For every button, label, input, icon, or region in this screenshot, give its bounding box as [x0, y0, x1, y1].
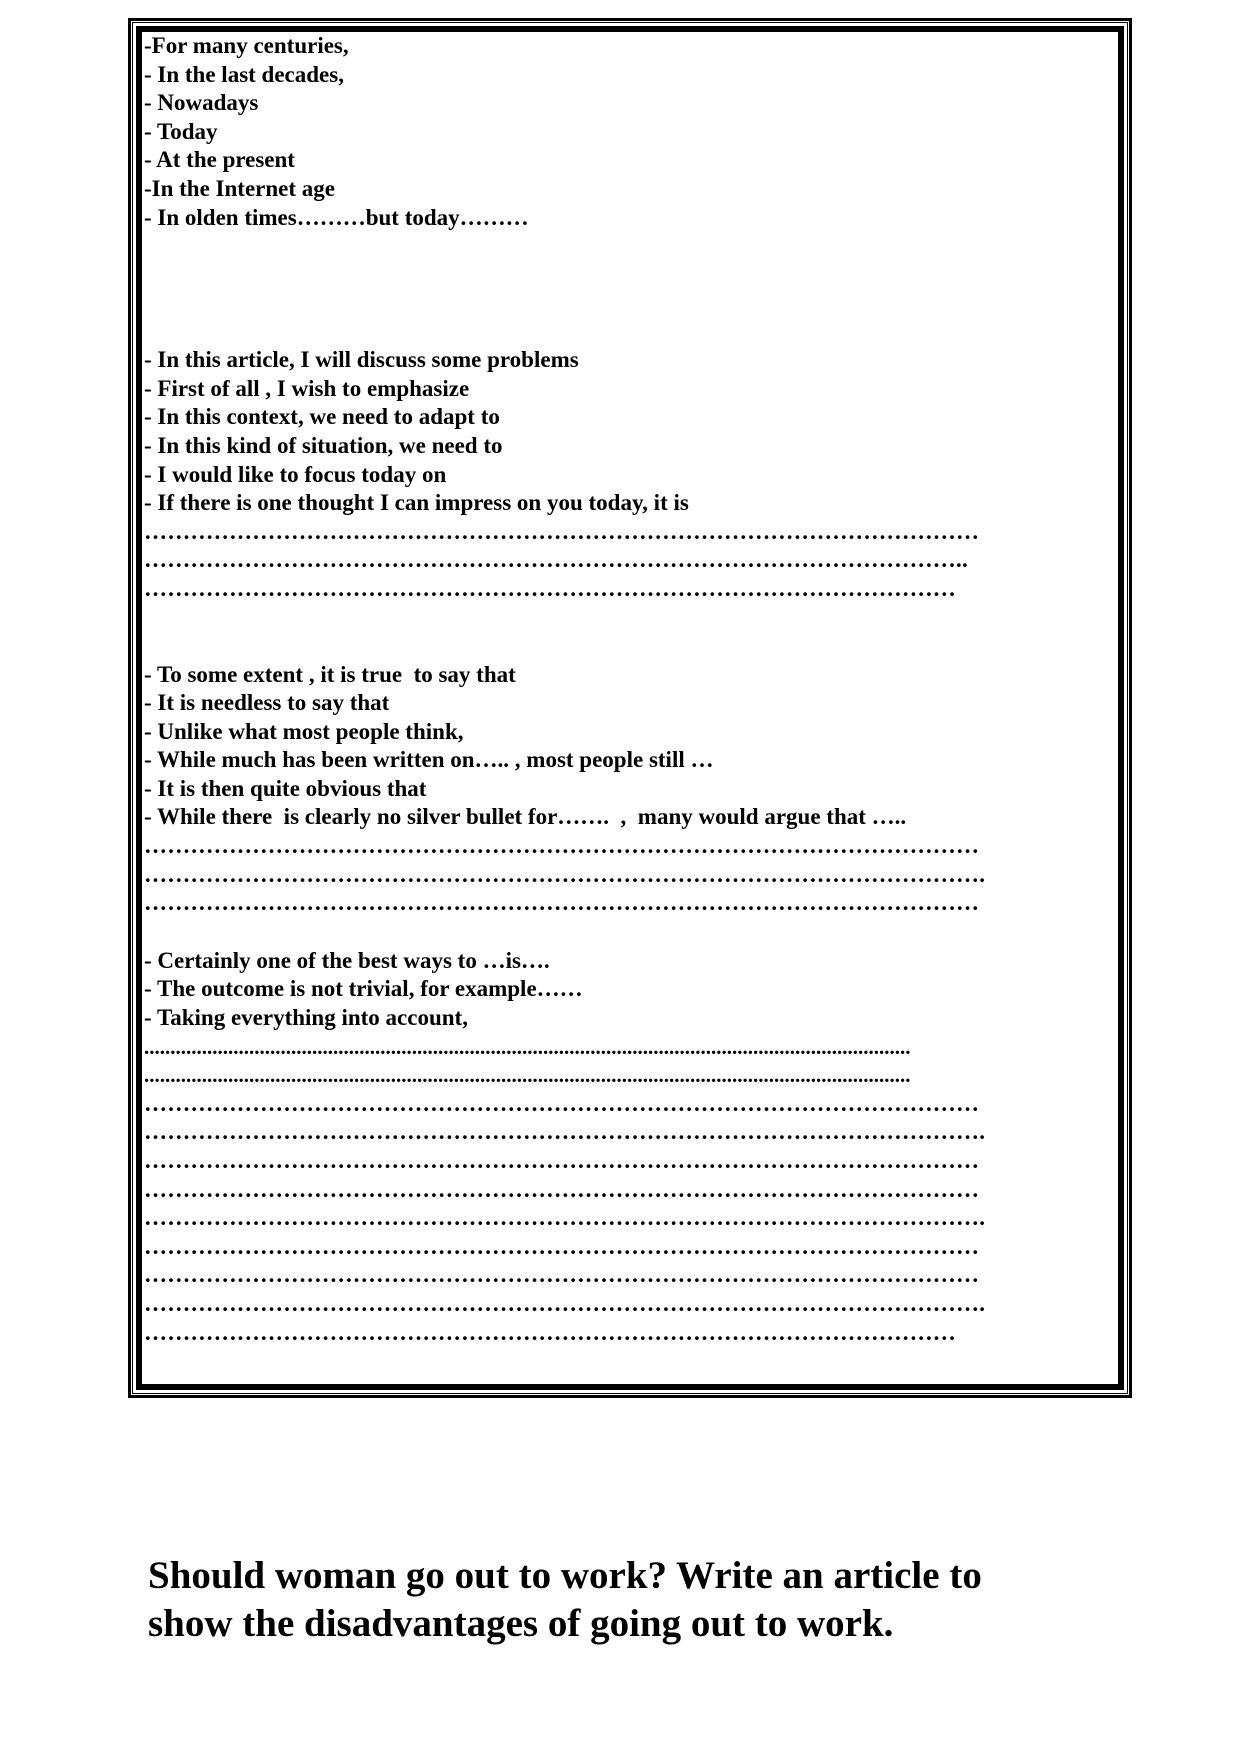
phrase-line: - Taking everything into account, — [144, 1005, 468, 1031]
phrase-line: - At the present — [144, 147, 295, 173]
section-introduction-phrases — [144, 346, 1084, 603]
writing-line[interactable]: ………………………………………………………………………………………………. — [144, 1205, 986, 1231]
phrase-line: - In olden times………but today……… — [144, 204, 529, 230]
phrase-line: - It is needless to say that — [144, 690, 390, 716]
prompt-line: Should woman go out to work? Write an article to — [148, 1554, 982, 1597]
spacer — [144, 918, 1084, 947]
prompt-line: show the disadvantages of going out to work. — [148, 1602, 894, 1645]
phrase-line: - Unlike what most people think, — [144, 718, 464, 744]
phrase-line: - In this context, we need to adapt to — [144, 404, 500, 430]
phrase-line: - I would like to focus today on — [144, 461, 447, 487]
writing-line[interactable]: ……………………………………………………………………………………………… — [144, 890, 980, 916]
phrase-line: - If there is one thought I can impress on you today, it is — [144, 490, 689, 516]
writing-prompt — [148, 1552, 1128, 1648]
section-body-phrases — [144, 661, 1084, 918]
writing-line[interactable]: ……………………………………………………………………………………………… — [144, 1233, 980, 1259]
writing-line[interactable]: .................................................................................................................................................. — [144, 1063, 911, 1088]
writing-line[interactable]: ……………………………………………………………………………………………… — [144, 1262, 980, 1288]
phrase-line: - The outcome is not trivial, for example…… — [144, 976, 583, 1002]
writing-line[interactable]: ……………………………………………………………………………………………… — [144, 518, 980, 544]
phrase-line: - In this kind of situation, we need to — [144, 432, 503, 458]
writing-line[interactable]: ………………………………………………………………………………………………. — [144, 1119, 986, 1145]
phrase-line: - While there is clearly no silver bullet for……. , many would argue that ….. — [144, 804, 907, 830]
writing-line[interactable]: …………………………………………………………………………………………… — [144, 575, 956, 601]
spacer — [144, 604, 1084, 661]
phrase-line: - In this article, I will discuss some problems — [144, 347, 579, 373]
spacer — [144, 232, 1084, 346]
writing-line[interactable]: ……………………………………………………………………………………………… — [144, 833, 980, 859]
phrase-line: - First of all , I wish to emphasize — [144, 375, 470, 401]
writing-line[interactable]: ……………………………………………………………………………………………… — [144, 1090, 980, 1116]
writing-line[interactable]: …………………………………………………………………………………………… — [144, 1319, 956, 1345]
phrase-line: - Today — [144, 118, 218, 144]
phrase-line: - While much has been written on….. , most people still … — [144, 747, 714, 773]
phrase-line: -In the Internet age — [144, 175, 335, 201]
section-conclusion-phrases — [144, 947, 1084, 1347]
phrase-line: - It is then quite obvious that — [144, 775, 427, 801]
phrase-line: - To some extent , it is true to say that — [144, 661, 516, 687]
phrase-line: - In the last decades, — [144, 61, 344, 87]
writing-line[interactable]: …………………………………………………………………………………………….. — [144, 547, 968, 573]
writing-line[interactable]: ………………………………………………………………………………………………. — [144, 861, 986, 887]
writing-line[interactable]: ……………………………………………………………………………………………… — [144, 1148, 980, 1173]
writing-line[interactable]: .................................................................................................................................................. — [144, 1034, 911, 1059]
phrase-line: - Nowadays — [144, 90, 259, 116]
phrase-line: -For many centuries, — [144, 33, 349, 58]
phrase-box — [144, 32, 1084, 1347]
section-time-expressions — [144, 32, 1084, 232]
writing-line[interactable]: ………………………………………………………………………………………………. — [144, 1290, 986, 1316]
phrase-line: - Certainly one of the best ways to …is…. — [144, 947, 550, 973]
writing-line[interactable]: ……………………………………………………………………………………………… — [144, 1176, 980, 1202]
